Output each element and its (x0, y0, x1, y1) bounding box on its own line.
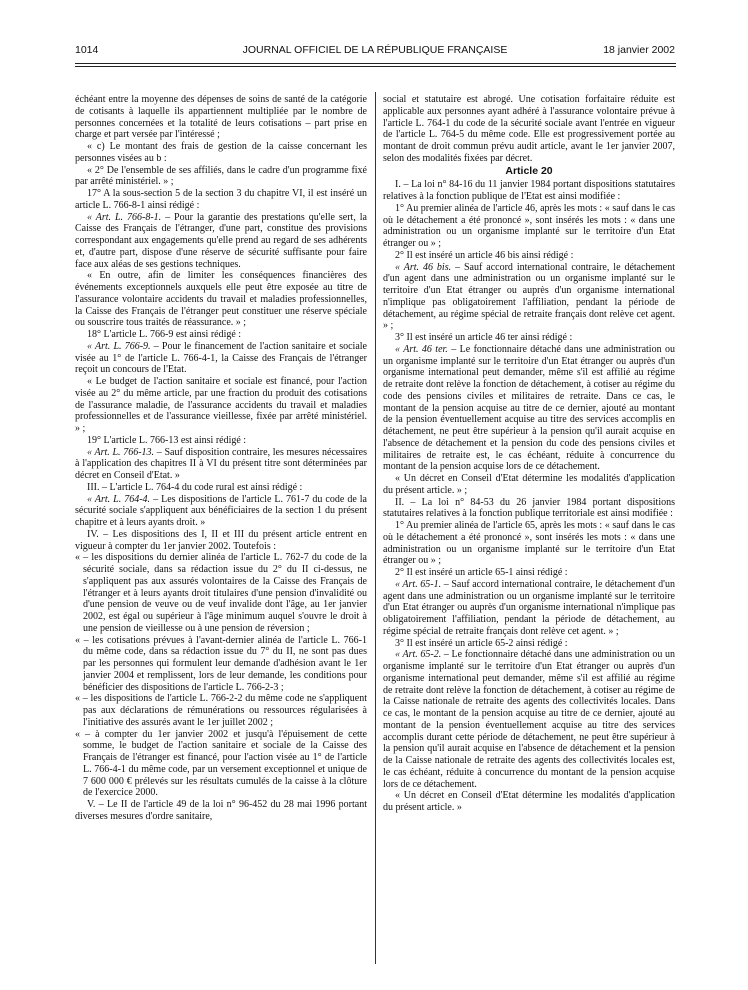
paragraph (75, 212, 367, 271)
paragraph-text: – Les dispositions de l'article L. 761-7 du code de la sécurité sociale s'appliquent aux bénéficiaires de la section 1 du présent chapitre et à leurs ayants droit. » (75, 493, 367, 528)
paragraph: III. – L'article L. 764-4 du code rural est ainsi rédigé : (87, 481, 303, 493)
paragraph: « Un décret en Conseil d'Etat détermine les modalités d'application du présent article. » ; (383, 473, 675, 496)
right-column (383, 94, 675, 814)
list-item: « – les dispositions de l'article L. 766-2-2 du même code ne s'appliquent pas aux déclarations de rémunérations ou ressources régularisées à l'initiative des assurés avant le 1er juillet 2002 ; (75, 693, 367, 728)
article-ref: « Art. L. 766-13. – (87, 446, 162, 458)
list-item: « – les dispositions du dernier alinéa de l'article L. 762-7 du code de la sécurité sociale, dans sa rédaction issue du 2° du II ci-dessus, ne s'appliquent pas aux assurés volontaires de la Caisse des Français de l'étranger et à leurs ayants droit titulaires d'une pension d'invalidité ou d'une pension de veuve ou de veuf invalide dont l'âge, au 1er janvier 2002, est égal ou supérieur à l'âge minimum auquel s'ouvre le droit à une pension de vieillesse ou à une pension de réversion ; (75, 552, 367, 634)
list-item: « – à compter du 1er janvier 2002 et jusqu'à l'épuisement de cette somme, le budget de l'action sanitaire et sociale de la Caisse des Français de l'étranger est financé, pour l'action visée au 1° de l'article L. 766-4-1 du même code, par un versement exceptionnel et unique de 7 600 000 € prélevés sur les résultats cumulés de la caisse à la clôture de l'exercice 2000. (75, 728, 367, 799)
paragraph: « En outre, afin de limiter les conséquences financières des événements exceptionnels auxquels elle peut être exposée au titre de l'assurance volontaire accidents du travail et maladies professionnelles, la Caisse des Français de l'étranger peut constituer une réserve spéciale ou souscrire tous traités de réassurance. » ; (75, 270, 367, 329)
paragraph: « Le budget de l'action sanitaire et sociale est financé, pour l'action visée au 2° du même article, par une fraction du produit des cotisations de l'assurance maladie, de l'assurance accidents du travail et maladies professionnelles et de l'assurance vieillesse, fixée par arrêté ministériel. » ; (75, 376, 367, 434)
paragraph (75, 494, 367, 529)
paragraph: échéant entre la moyenne des dépenses de soins de santé de la catégorie de cotisants à laquelle ils appartiennent multipliée par le nombre de personnes concernées et la totalité de leurs cotisations – part prise en charge et part versée par l'intéressé ; (75, 94, 367, 141)
paragraph: IV. – Les dispositions des I, II et III du présent article entrent en vigueur à compter du 1er janvier 2002. Toutefois : (75, 528, 367, 552)
paragraph (383, 649, 675, 790)
paragraph: 3° Il est inséré un article 46 ter ainsi rédigé : (395, 332, 573, 343)
paragraph: 2° Il est inséré un article 46 bis ainsi rédigé : (395, 249, 574, 261)
paragraph: 19° L'article L. 766-13 est ainsi rédigé : (87, 434, 247, 446)
paragraph (383, 344, 675, 473)
paragraph: V. – Le II de l'article 49 de la loi n° 96-452 du 28 mai 1996 portant diverses mesures d'ordre sanitaire, (75, 799, 367, 822)
paragraph: social et statutaire est abrogé. Une cotisation forfaitaire réduite est applicable aux personnes ayant adhéré à l'assurance volontaire prévue à l'article L. 764-1 du code de la sécurité sociale avant l'entrée en vigueur de l'article L. 764-5 du même code. Elle est progressivement portée au montant de droit commun prévu audit article, avant le 1er janvier 2007, selon des modalités fixées par décret. (383, 94, 675, 164)
paragraph: I. – La loi n° 84-16 du 11 janvier 1984 portant dispositions statutaires relatives à la fonction publique de l'Etat est ainsi modifiée : (383, 179, 675, 202)
left-column (75, 94, 367, 823)
article-ref: « Art. 65-2. – (395, 649, 449, 661)
header-rule-double (75, 66, 676, 67)
paragraph: 3° Il est inséré un article 65-2 ainsi rédigé : (395, 637, 568, 649)
paragraph (383, 262, 675, 333)
column-divider (375, 92, 376, 964)
article-heading: Article 20 (505, 164, 553, 177)
paragraph: 1° Au premier alinéa de l'article 65, après les mots : « sauf dans le cas où le détachement a été prononcé », sont insérés les mots : « dans une administration ou un organisme implanté sur le territoire d'un Etat étranger ou » ; (383, 520, 675, 567)
paragraph-text: Sauf accord international contraire, le détachement d'un agent dans une administration ou un organisme implanté sur le territoire d'un Etat étranger ou auprès d'un organisme international n'implique pas obligatoirement l'affiliation, pendant la période de détachement, au régime spécial de retraite français dont relève cet agent. » ; (383, 578, 675, 637)
paragraph: « Un décret en Conseil d'Etat détermine les modalités d'application du présent article. » (383, 790, 675, 813)
paragraph: 17° A la sous-section 5 de la section 3 du chapitre VI, il est inséré un article L. 766-8-1 ainsi rédigé : (75, 188, 367, 211)
issue-date: 18 janvier 2002 (603, 44, 675, 56)
article-ref: « Art. L. 764-4. (87, 493, 151, 505)
paragraph-text: Le fonctionnaire détaché dans une administration ou un organisme implanté sur le territoire d'un Etat étranger ou auprès d'un organisme international peut demander, même s'il est affilié au régime de retraite dont relève la fonction de détachement, à cotiser au régime du code des pensions civiles et militaires de retraite. Dans ce cas, le montant de la pension acquise au titre de ce dernier, ajouté au montant de la pension éventuellement acquise au titre des services accomplis en détachement, ne peut être supérieur à la pension qu'il aurait acquise en l'absence de détachement et la pension du code des pensions civiles et militaires de retraite est, le cas échéant, réduite à concurrence du montant de la pension acquise lors de ce détachement. (383, 343, 675, 473)
paragraph (75, 341, 367, 376)
paragraph: 18° L'article L. 766-9 est ainsi rédigé : (87, 329, 242, 340)
paragraph (75, 447, 367, 482)
paragraph-text: Sauf accord international contraire, le détachement d'un agent dans une administration ou un organisme implanté sur le territoire d'un Etat étranger ou auprès d'un organisme international n'implique pas obligatoirement l'affiliation, pendant la période de détachement, au régime spécial de retraite français dont relève cet agent. » ; (383, 261, 675, 332)
article-ref: « Art. 46 bis. – (395, 261, 461, 273)
paragraph: 1° Au premier alinéa de l'article 46, après les mots : « sauf dans le cas où le détachement a été prononcé », sont insérés les mots : « dans une administration ou un organisme implanté sur le territoire d'un Etat étranger ou » ; (383, 202, 675, 249)
paragraph-text: Pour le financement de l'action sanitaire et sociale visée au 1° de l'article L. 766-4-1, la Caisse des Français de l'étranger reçoit un concours de l'Etat. (75, 340, 367, 376)
page-header (75, 44, 675, 60)
paragraph: II. – La loi n° 84-53 du 26 janvier 1984 portant dispositions statutaires relatives à la fonction publique territoriale est ainsi modifiée : (383, 496, 675, 520)
paragraph: 2° Il est inséré un article 65-1 ainsi rédigé : (395, 567, 568, 578)
paragraph-text: Le fonctionnaire détaché dans une administration ou un organisme implanté sur le territoire d'un Etat étranger ou auprès d'un organisme international peut demander, même s'il est affilié au régime de retraite dont relève la fonction de détachement, à cotiser au régime de la Caisse nationale de retraite des agents des collectivités locales. Dans ce cas, le montant de la pension acquise au titre de ce dernier, ajouté au montant de la pension éventuellement acquise au titre des services accomplis durant cette période de détachement, ne peut être supérieur à la pension qu'il aurait acquise en l'absence de détachement et la pension de la Caisse nationale de retraite des agents des collectivités locales est, le cas échéant, réduite à concurrence du montant de la pension acquise lors de ce détachement. (383, 649, 675, 790)
paragraph: « c) Le montant des frais de gestion de la caisse concernant les personnes visées au b : (75, 141, 367, 164)
list-item: « – les cotisations prévues à l'avant-dernier alinéa de l'article L. 766-1 du même code, dans sa rédaction issue du 7° du II, ne sont pas dues par les personnes qui formulent leur demande d'adhésion avant le 1er janvier 2004 et remplissent, lors de leur demande, les conditions pour bénéficier des dispositions de l'article L. 766-2-3 ; (75, 634, 367, 693)
journal-title: JOURNAL OFFICIEL DE LA RÉPUBLIQUE FRANÇAISE (242, 44, 508, 56)
paragraph (383, 579, 675, 638)
article-ref: « Art. 46 ter. – (395, 343, 457, 355)
page-number: 1014 (75, 44, 99, 56)
article-ref: « Art. 65-1. – (395, 578, 449, 590)
article-ref: « Art. L. 766-8-1. – (87, 211, 171, 223)
paragraph-text: Sauf disposition contraire, les mesures nécessaires à l'application des chapitres II à VI du présent titre sont déterminées par décret en Conseil d'Etat. » (75, 446, 367, 481)
article-ref: « Art. L. 766-9. – (87, 340, 159, 352)
header-rule (75, 63, 676, 64)
paragraph: « 2° De l'ensemble de ses affiliés, dans le cadre d'un programme fixé par arrêté ministériel. » ; (75, 164, 367, 188)
paragraph-text: Pour la garantie des prestations qu'elle sert, la Caisse des Français de l'étranger, d'une part, constitue des provisions correspondant aux engagements qu'elle prend au regard de ses adhérents et, d'autre part, dispose d'une réserve de sécurité suffisante pour faire face aux aléas de ses gestions techniques. (75, 211, 367, 270)
